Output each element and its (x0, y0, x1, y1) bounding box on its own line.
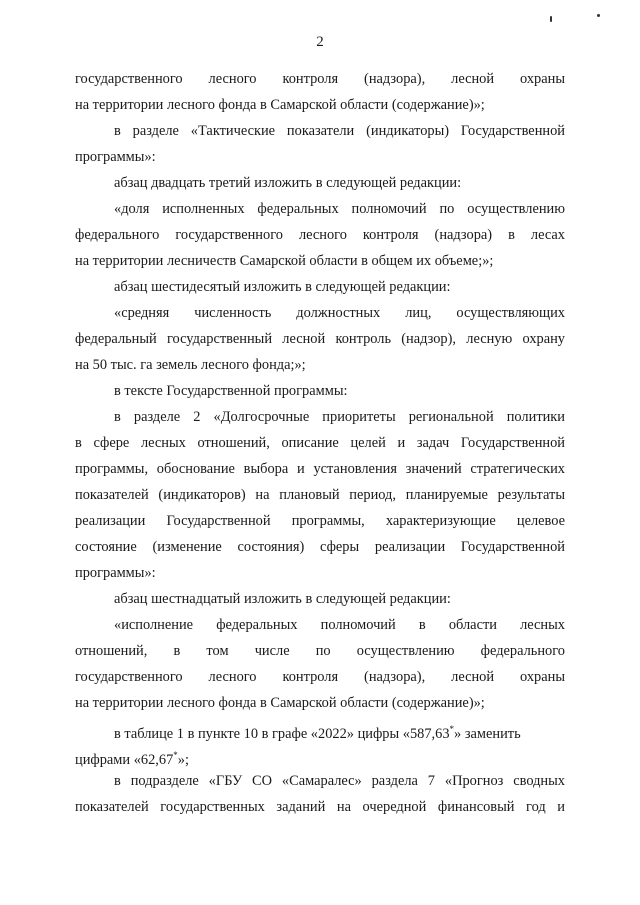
scan-speck (597, 14, 600, 17)
text-line: показателей (индикаторов) на плановый период, планируемые результаты (75, 487, 565, 503)
text-line: программы»: (75, 149, 156, 165)
text-line: в разделе 2 «Долгосрочные приоритеты региональной политики (114, 409, 565, 425)
text-line: на территории лесничеств Самарской области в общем их объеме;»; (75, 253, 494, 269)
scan-speck (550, 16, 552, 22)
text-line: федеральный государственный лесной контроль (надзор), лесную охрану (75, 331, 565, 347)
text-line: в подразделе «ГБУ СО «Самаралес» раздела 7 «Прогноз сводных (114, 773, 565, 789)
footnote-mark: * (449, 724, 455, 734)
page-number: 2 (316, 34, 324, 50)
text-line: на территории лесного фонда в Самарской области (содержание)»; (75, 695, 485, 711)
text-line: показателей государственных заданий на очередной финансовый год и (75, 799, 565, 815)
text-line: абзац двадцать третий изложить в следующей редакции: (114, 175, 462, 191)
text-segment: цифрами «62,67 (75, 751, 174, 768)
text-line: абзац шестидесятый изложить в следующей редакции: (114, 279, 451, 295)
text-line: в сфере лесных отношений, описание целей и задач Государственной (75, 435, 565, 451)
text-line: абзац шестнадцатый изложить в следующей редакции: (114, 591, 451, 607)
text-segment: » заменить (454, 725, 521, 742)
text-line: на 50 тыс. га земель лесного фонда;»; (75, 357, 306, 373)
text-segment: в таблице 1 в пункте 10 в графе «2022» цифры «587,63 (114, 725, 450, 742)
text-line: «средняя численность должностных лиц, осуществляющих (114, 305, 565, 321)
text-line: реализации Государственной программы, характеризующие целевое (75, 513, 565, 529)
text-line: в разделе «Тактические показатели (индикаторы) Государственной (114, 123, 565, 139)
text-line-replacement (75, 746, 565, 769)
text-line: программы»: (75, 565, 156, 581)
text-segment: »; (177, 751, 189, 768)
text-line-table-change (114, 720, 565, 743)
text-line: программы, обоснование выбора и установления значений стратегических (75, 461, 565, 477)
footnote-mark: * (173, 750, 178, 760)
text-line: федерального государственного лесного контроля (надзора) в лесах (75, 227, 565, 243)
text-line: «доля исполненных федеральных полномочий по осуществлению (114, 201, 565, 217)
text-line: государственного лесного контроля (надзора), лесной охраны (75, 669, 565, 685)
text-line: отношений, в том числе по осуществлению федерального (75, 643, 565, 659)
text-line: «исполнение федеральных полномочий в области лесных (114, 617, 565, 633)
text-line: состояние (изменение состояния) сферы реализации Государственной (75, 539, 565, 555)
text-line: в тексте Государственной программы: (114, 383, 348, 399)
text-line: на территории лесного фонда в Самарской области (содержание)»; (75, 97, 485, 113)
text-line: государственного лесного контроля (надзора), лесной охраны (75, 71, 565, 87)
